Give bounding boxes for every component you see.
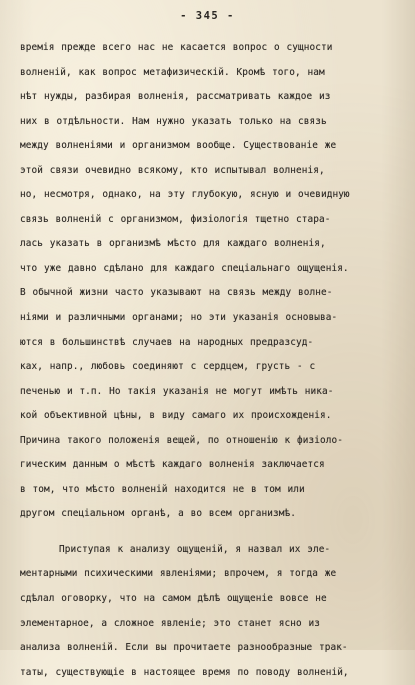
text-line: Приступая к анализу ощущеній, я назвал их эле- bbox=[59, 543, 331, 555]
text-line: анализа волненій. Если вы прочитаете разнообразные трак- bbox=[20, 642, 348, 654]
text-line: но, несмотря, однако, на эту глубокую, ясную и очевидную bbox=[20, 189, 350, 201]
text-line: печенью и т.п. Но такія указанія не могут имѣть ника- bbox=[20, 385, 334, 397]
text-line: ются в большинствѣ случаев на народных предразсуд- bbox=[20, 336, 314, 348]
text-line: сдѣлал оговорку, что на самом дѣлѣ ощущеніе вовсе не bbox=[20, 593, 327, 605]
text-line: гическим данным о мѣстѣ каждаго волненія заключается bbox=[20, 459, 325, 471]
text-line: Причина такого положенія вещей, по отношенію к физіоло- bbox=[20, 434, 343, 446]
text-line: времія прежде всего нас не касается вопрос о сущности bbox=[20, 42, 333, 53]
text-line: связь волненій с организмом, физіологія тщетно стара- bbox=[20, 213, 331, 225]
text-line: ментарными психическими явленіями; впрочем, я тогда же bbox=[20, 568, 337, 580]
text-line: ках, напр., любовь соединяют с сердцем, грусть - с bbox=[20, 361, 316, 373]
text-line: что уже давно сдѣлано для каждаго спеціальнаго ощущенія. bbox=[20, 262, 349, 274]
text-line: нѣт нужды, разбирая волненія, рассматривать каждое из bbox=[20, 91, 331, 103]
text-line: В обычной жизни часто указывают на связь между волне- bbox=[20, 287, 333, 299]
text-line: них в отдѣльности. Нам нужно указать только на связь bbox=[20, 115, 327, 127]
text-line: ніями и различными органами; но эти указанія основыва- bbox=[20, 312, 338, 324]
page-number: - 345 - bbox=[180, 10, 235, 22]
text-line: таты, существующіе в настоящее время по поводу волненій, bbox=[20, 666, 349, 678]
body-text bbox=[20, 36, 400, 685]
text-line: этой связи очевидно всякому, кто испытывал волненія, bbox=[20, 164, 325, 176]
text-line: другом спеціальном органѣ, а во всем организмѣ. bbox=[20, 508, 296, 520]
text-line: в том, что мѣсто волненій находится не в том или bbox=[20, 483, 305, 495]
text-line: между волненіями и организмом вообще. Существованіе же bbox=[20, 140, 337, 152]
text-line: волненій, как вопрос метафизическій. Кромѣ того, нам bbox=[20, 66, 325, 78]
text-line: лась указать в организмѣ мѣсто для каждаго волненія, bbox=[20, 238, 326, 250]
text-line: элементарное, а сложное явленіе; это станет ясно из bbox=[20, 617, 320, 629]
text-line: кой объективной цѣны, в виду самаго их происхожденія. bbox=[20, 410, 332, 422]
